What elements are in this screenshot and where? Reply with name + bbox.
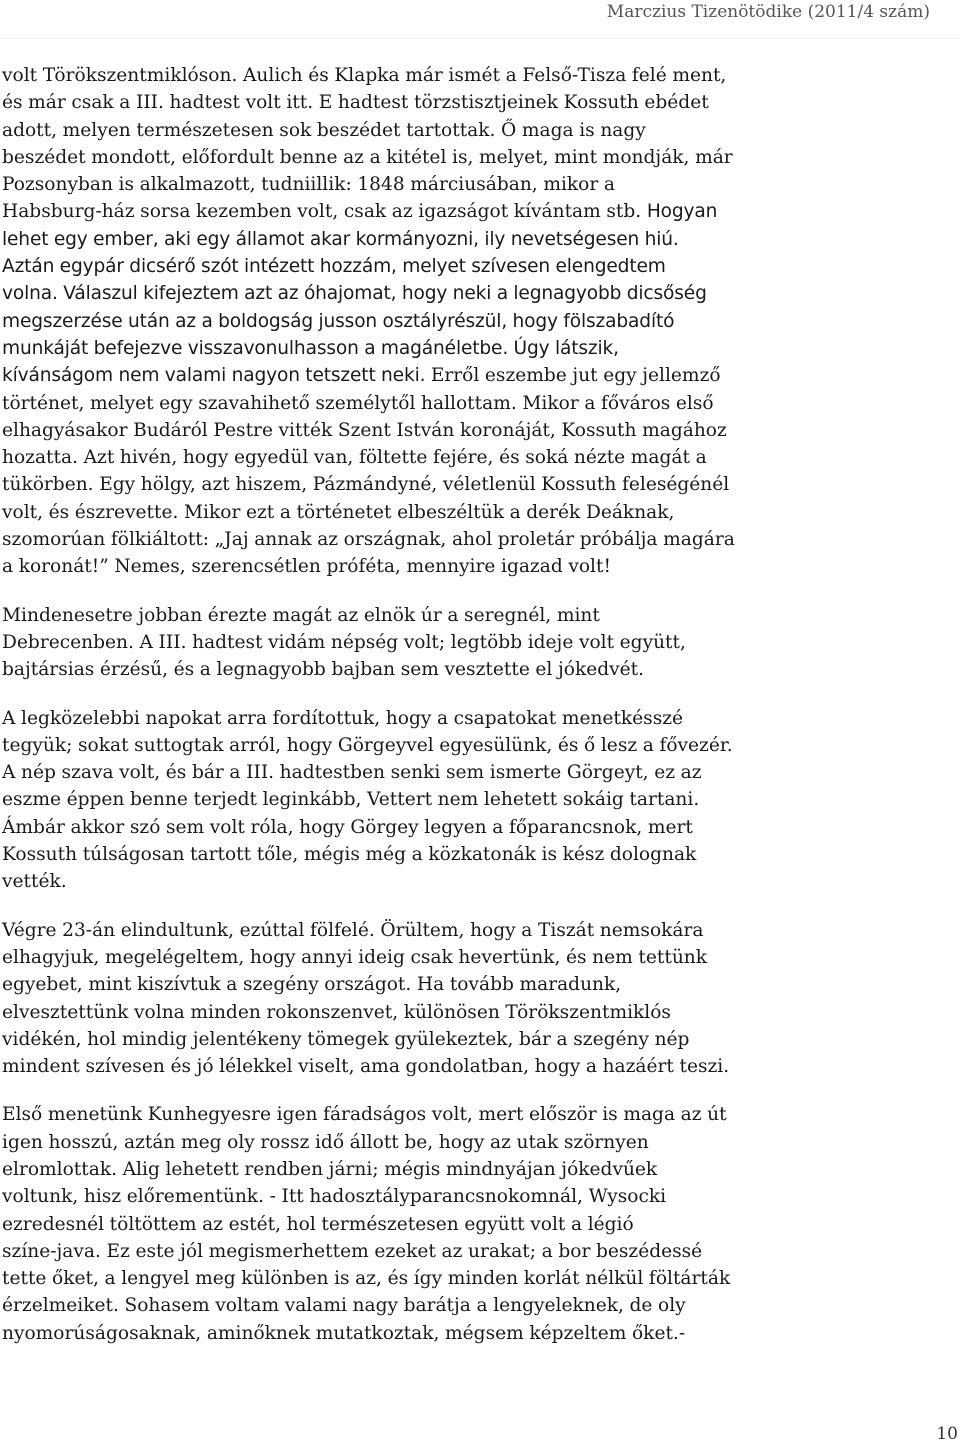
paragraph-1-part-a: volt Törökszentmiklóson. Aulich és Klapka már ismét a Felső-Tisza felé ment, és már csak a III. hadtest volt itt. E hadtest törzstisztjeinek Kossuth ebédet adott, melyen természetesen sok beszédet tartottak. Ő maga is nagy beszédet mondott, előfordult benne az a kitétel is, melyet, mint mondják, már Pozsonyban is alkalmazott, tudniillik: 1848 márciusában, mikor a Habsburg-ház sorsa kezemben volt, csak az igazságot kívántam stb. (2, 65, 733, 223)
paragraph-1-part-b: Hogyan lehet egy ember, aki egy államot akar kormányozni, ily nevetségesen hiú. Aztán egypár dicsérő szót intézett hozzám, melyet szívesen elengedtem volna. Válaszul kifejeztem azt az óhajomat, hogy neki a legnagyobb dicsőség megszerzése után az a boldogság jusson osztályrészül, hogy fölszabadító munkáját befejezve visszavonulhasson a magánéletbe. Úgy látszik, kívánságom nem valami nagyon tetszett neki. (2, 201, 718, 387)
header-divider (0, 38, 960, 39)
paragraph-4: Végre 23-án elindultunk, ezúttal fölfelé. Örültem, hogy a Tiszát nemsokára elhagyjuk, megelégeltem, hogy annyi ideig csak hevertünk, és nem tettünk egyebet, mint kiszívtuk a szegény országot. Ha tovább maradunk, elvesztettünk volna minden rokonszenvet, különösen Törökszentmiklós vidékén, hol mindig jelentékeny tömegek gyülekeztek, bár a szegény nép mindent szívesen és jó lélekkel viselt, ama gondolatban, hogy a hazáért teszi. (2, 919, 730, 1078)
page-body (2, 62, 954, 1368)
page-number: 10 (936, 1424, 958, 1444)
paragraph-1 (2, 62, 954, 581)
running-title: Marczius Tizenötödike (2011/4 szám) (606, 2, 930, 22)
paragraph-2: Mindenesetre jobban érezte magát az elnök úr a seregnél, mint Debrecenben. A III. hadtest vidám népség volt; legtöbb ideje volt együtt, bajtársias érzésű, és a legnagyobb bajban sem vesztette el jókedvét. (2, 604, 686, 681)
running-header (0, 0, 960, 26)
paragraph-3: A legközelebbi napokat arra fordítottuk, hogy a csapatokat menetkésszé tegyük; sokat suttogtak arról, hogy Görgeyvel egyesülünk, és ő lesz a fővezér. A nép szava volt, és bár a III. hadtestben senki sem ismerte Görgeyt, ez az eszme éppen benne terjedt leginkább, Vettert nem lehetett sokáig tartani. Ámbár akkor szó sem volt róla, hogy Görgey legyen a főparancsnok, mert Kossuth túlságosan tartott tőle, mégis még a közkatonák is kész dolognak vették. (2, 707, 733, 893)
paragraph-5: Első menetünk Kunhegyesre igen fáradságos volt, mert először is maga az út igen hosszú, aztán meg oly rossz idő állott be, hogy az utak szörnyen elromlottak. Alig lehetett rendben járni; mégis mindnyájan jókedvűek voltunk, hisz előrementünk. - Itt hadosztályparancsnokomnál, Wysocki ezredesnél töltöttem az estét, hol természetesen együtt volt a légió színe-java. Ez este jól megismerhettem ezeket az urakat; a bor beszédessé tette őket, a lengyel meg különben is az, és így minden korlát nélkül föltárták érzelmeiket. Sohasem voltam valami nagy barátja a lengyeleknek, de oly nyomorúságosaknak, aminőknek mutatkoztak, mégsem képzeltem őket.- (2, 1104, 731, 1344)
paragraph-1-part-c: Erről eszembe jut egy jellemző történet, melyet egy szavahihető személytől hallottam. Mikor a főváros első elhagyásakor Budáról Pestre vitték Szent István koronáját, Kossuth magához hozatta. Azt hivén, hogy egyedül van, föltette fejére, és soká nézte magát a tükörben. Egy hölgy, azt hiszem, Pázmándyné, véletlenül Kossuth feleségénél volt, és észrevette. Mikor ezt a történetet elbeszéltük a derék Deáknak, szomorúan fölkiáltott: „Jaj annak az országnak, ahol proletár próbálja magára a koronát!” Nemes, szerencsétlen próféta, mennyire igazad volt! (2, 365, 735, 578)
